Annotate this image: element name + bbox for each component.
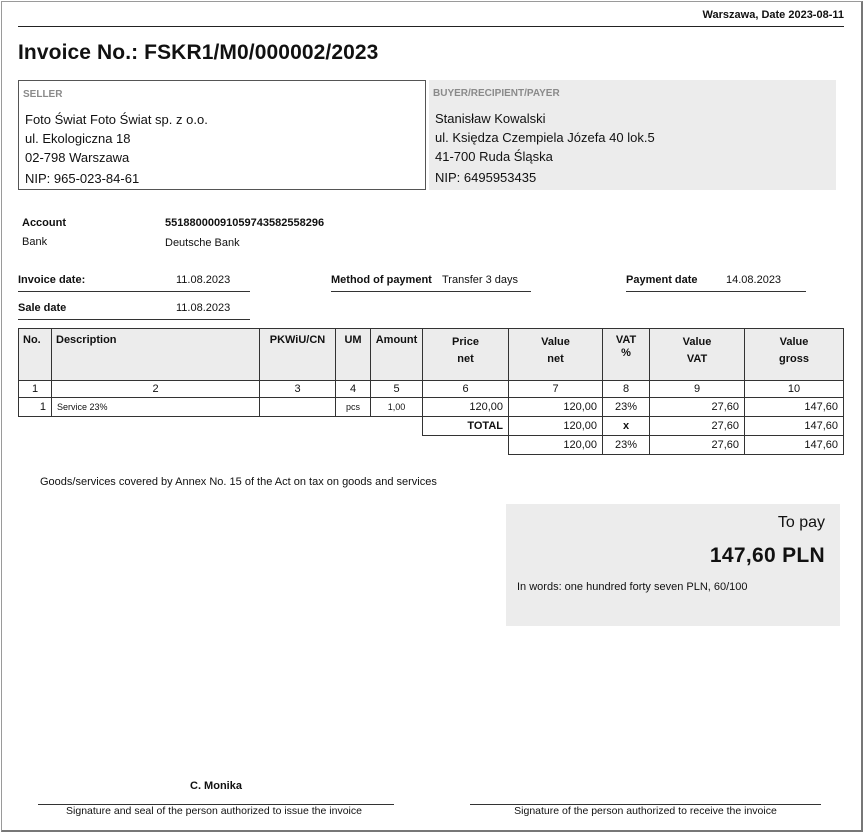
seller-city: 02-798 Warszawa (25, 150, 130, 165)
items-table (18, 328, 844, 455)
col-header-value-net-line2: net (547, 353, 564, 365)
cell-value-net: 120,00 (509, 398, 603, 417)
col-header-no: No. (19, 329, 52, 381)
col-header-price-net-line1: Price (452, 336, 479, 348)
breakdown-value-gross: 147,60 (745, 436, 844, 455)
table-row (19, 398, 844, 417)
payment-date-value: 14.08.2023 (726, 274, 782, 286)
col-number: 6 (423, 381, 509, 398)
invoice-date-field (18, 274, 250, 292)
col-header-value-gross-line2: gross (779, 353, 809, 365)
col-header-price-net (423, 329, 509, 381)
col-header-value-vat-line2: VAT (686, 353, 708, 365)
col-header-vat-line1: VAT (615, 334, 637, 346)
blank-cell (19, 436, 509, 455)
total-row (19, 417, 844, 436)
cell-no: 1 (19, 398, 52, 417)
col-header-vat-line2: % (621, 347, 631, 359)
col-header-value-vat (650, 329, 745, 381)
col-number: 10 (745, 381, 844, 398)
cell-value-gross: 147,60 (745, 398, 844, 417)
to-pay-box (506, 504, 840, 626)
cell-price-net: 120,00 (423, 398, 509, 417)
col-number: 9 (650, 381, 745, 398)
col-number: 8 (603, 381, 650, 398)
col-number: 7 (509, 381, 603, 398)
payment-method-value: Transfer 3 days (442, 274, 519, 286)
col-header-um: UM (336, 329, 371, 381)
header-divider (18, 26, 844, 27)
to-pay-amount: 147,60 PLN (709, 544, 825, 567)
total-value-gross: 147,60 (745, 417, 844, 436)
blank-cell (19, 417, 423, 436)
buyer-name: Stanisław Kowalski (435, 111, 546, 126)
payment-date-field (626, 274, 806, 292)
sale-date-value: 11.08.2023 (176, 302, 231, 314)
col-header-value-net (509, 329, 603, 381)
cell-vat: 23% (603, 398, 650, 417)
cell-description: Service 23% (52, 398, 260, 417)
table-header-row (19, 329, 844, 381)
breakdown-value-net: 120,00 (509, 436, 603, 455)
cell-um: pcs (336, 398, 371, 417)
col-header-value-gross (745, 329, 844, 381)
total-value-vat: 27,60 (650, 417, 745, 436)
receiver-signature-caption: Signature of the person authorized to receive the invoice (514, 805, 777, 817)
cell-value-vat: 27,60 (650, 398, 745, 417)
invoice-date-value: 11.08.2023 (176, 274, 231, 286)
col-header-description: Description (52, 329, 260, 381)
to-pay-label: To pay (777, 514, 825, 531)
bank-label: Bank (22, 236, 48, 248)
col-header-value-vat-line1: Value (682, 336, 712, 348)
total-value-net: 120,00 (509, 417, 603, 436)
column-number-row (19, 381, 844, 398)
breakdown-vat: 23% (603, 436, 650, 455)
seller-box (18, 80, 426, 190)
buyer-box (429, 80, 836, 190)
payment-date-label: Payment date (626, 274, 698, 286)
account-label: Account (22, 217, 66, 229)
issuer-name: C. Monika (190, 780, 242, 792)
place-and-date: Warszawa, Date 2023-08-11 (702, 9, 844, 21)
seller-name: Foto Świat Foto Świat sp. z o.o. (25, 112, 208, 127)
col-number: 1 (19, 381, 52, 398)
cell-pkwiu (260, 398, 336, 417)
col-header-value-gross-line1: Value (779, 336, 809, 348)
issuer-signature-caption: Signature and seal of the person authorized to issue the invoice (66, 805, 362, 817)
total-label: TOTAL (423, 417, 509, 436)
col-number: 4 (336, 381, 371, 398)
sale-date-field (18, 302, 250, 320)
payment-method-label: Method of payment (331, 274, 432, 286)
col-header-value-net-line1: Value (541, 336, 570, 348)
col-number: 3 (260, 381, 336, 398)
sale-date-label: Sale date (18, 302, 67, 314)
seller-heading: SELLER (23, 89, 63, 100)
col-number: 2 (52, 381, 260, 398)
col-header-price-net-line2: net (457, 353, 474, 365)
breakdown-value-vat: 27,60 (650, 436, 745, 455)
payment-method-field (331, 274, 531, 292)
buyer-heading: BUYER/RECIPIENT/PAYER (433, 88, 560, 99)
cell-amount: 1,00 (371, 398, 423, 417)
buyer-city: 41-700 Ruda Śląska (435, 149, 553, 164)
total-vat: x (603, 417, 650, 436)
account-number: 55188000091059743582558296 (165, 217, 325, 229)
buyer-street: ul. Księdza Czempiela Józefa 40 lok.5 (435, 130, 655, 145)
seller-street: ul. Ekologiczna 18 (25, 131, 131, 146)
annex-note: Goods/services covered by Annex No. 15 of the Act on tax on goods and services (40, 476, 437, 488)
invoice-date-label: Invoice date: (18, 274, 86, 286)
buyer-nip: NIP: 6495953435 (435, 170, 537, 185)
bank-name: Deutsche Bank (165, 237, 240, 249)
amount-in-words: In words: one hundred forty seven PLN, 60/100 (517, 581, 748, 593)
col-header-amount: Amount (371, 329, 423, 381)
vat-breakdown-row (19, 436, 844, 455)
col-header-pkwiu: PKWiU/CN (260, 329, 336, 381)
col-number: 5 (371, 381, 423, 398)
col-header-vat (603, 329, 650, 381)
seller-nip: NIP: 965-023-84-61 (25, 171, 140, 186)
invoice-title: Invoice No.: FSKR1/M0/000002/2023 (18, 41, 379, 64)
